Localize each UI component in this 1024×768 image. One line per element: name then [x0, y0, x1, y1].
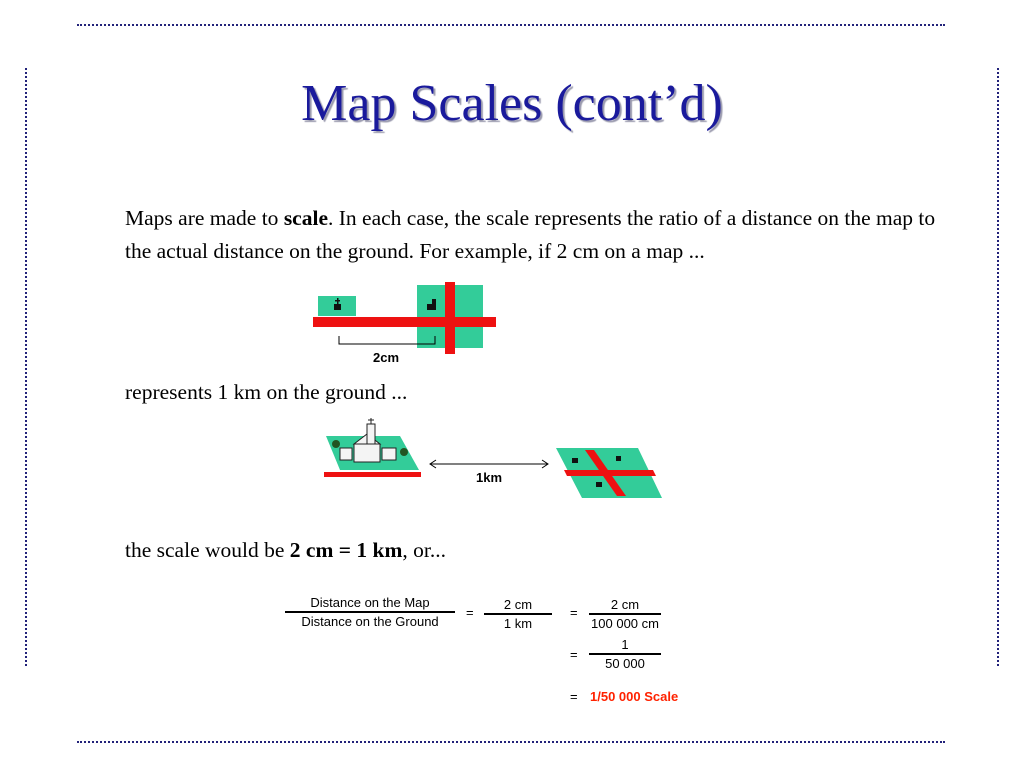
cm-cm-fraction [589, 597, 661, 631]
equals-sign: = [466, 605, 474, 620]
cm-km-fraction [484, 597, 552, 631]
bottom-border [77, 741, 945, 743]
intro-paragraph: Maps are made to scale. In each case, the scale represents the ratio of a distance on the map to the actual distance on the ground. For example, if 2 cm on a map ... [125, 206, 936, 263]
left-border [25, 68, 27, 666]
road-vertical [445, 282, 455, 354]
scale-statement: 2 cm = 1 km [289, 538, 403, 562]
equals-sign: = [570, 647, 578, 662]
road-horizontal [313, 317, 496, 327]
fraction-denominator: 1 km [503, 616, 533, 631]
map-scale-figure [310, 282, 510, 370]
fraction-numerator: 1 [589, 637, 661, 655]
ground-road-horizontal [564, 470, 656, 476]
scale-text: the scale would be 2 cm = 1 km, or... [125, 538, 446, 562]
map-measure-label: 2cm [372, 350, 400, 365]
distance-ratio-fraction [285, 595, 455, 629]
scale-result: 1/50 000 Scale [590, 689, 679, 704]
fraction-denominator: 100 000 cm [591, 616, 659, 631]
represents-text: represents 1 km on the ground ... [125, 380, 408, 404]
top-border [77, 24, 945, 26]
slide-title: Map Scales (cont’d) [301, 75, 723, 132]
unit-ratio-fraction [589, 637, 661, 671]
scale-term: scale [283, 206, 328, 230]
equals-sign: = [570, 605, 578, 620]
equals-sign: = [570, 689, 578, 704]
fraction-numerator: Distance on the Map [285, 595, 455, 613]
fraction-numerator: 2 cm [484, 597, 552, 615]
ground-distance-label: 1km [475, 470, 503, 485]
ground-road-left [324, 472, 421, 477]
right-border [997, 68, 999, 666]
fraction-numerator: 2 cm [589, 597, 661, 615]
ground-distance-figure [320, 418, 670, 502]
fraction-denominator: 50 000 [605, 656, 645, 671]
fraction-denominator: Distance on the Ground [301, 614, 439, 629]
